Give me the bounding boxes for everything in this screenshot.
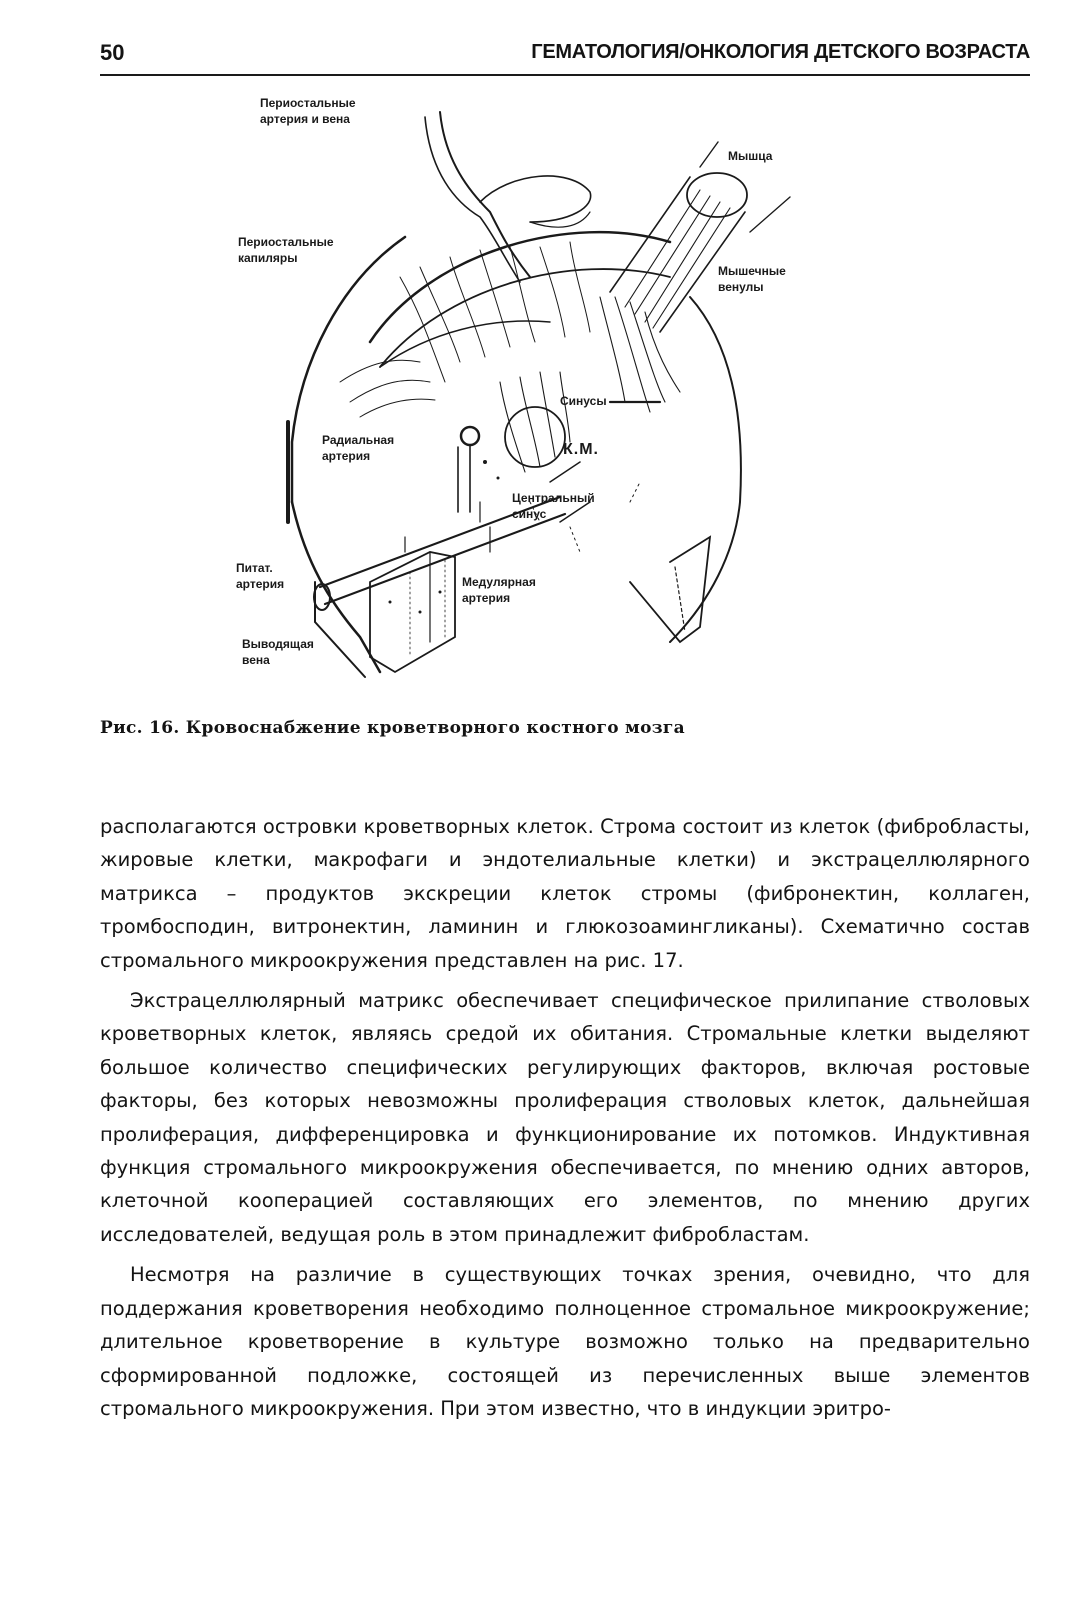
label-km: К.М. <box>563 441 599 458</box>
label-muscle-venules: Мышечные венулы <box>718 264 786 294</box>
label-medullary-artery: Медулярная артерия <box>462 575 536 605</box>
page-header <box>100 36 1030 76</box>
body-text <box>100 810 1030 1425</box>
label-periosteal-capillaries: Периостальные капиляры <box>238 235 334 265</box>
running-title: ГЕМАТОЛОГИЯ/ОНКОЛОГИЯ ДЕТСКОГО ВОЗРАСТА <box>531 41 1030 63</box>
bone-marrow-diagram <box>230 82 830 702</box>
label-sinuses: Синусы <box>560 394 607 408</box>
figure-bone-marrow-blood-supply <box>230 82 830 702</box>
figure-caption: Рис. 16. Кровоснабжение кроветворного костного мозга <box>100 718 685 738</box>
page-number: 50 <box>100 40 125 65</box>
paragraph-1: располагаются островки кроветворных клеток. Строма состоит из клеток (фибробласты, жировые клетки, макрофаги и эндотелиальные клетки) и экстрацеллюлярного матрикса – продуктов экскреции клеток стромы (фибронектин, коллаген, тромбосподин, витронектин, ламинин и глюкозоамингликаны). Схематично состав стромального микроокружения представлен на рис. 17. <box>100 815 1030 972</box>
label-nutrient-artery: Питат. артерия <box>236 561 285 591</box>
label-central-sinus: Центральный синус <box>512 491 595 521</box>
paragraph-3: Несмотря на различие в существующих точках зрения, очевидно, что для поддержания кроветворения необходимо полноценное стромальное микроокружение; длительное кроветворение в культуре возможно только на предварительно сформированной подложке, состоящей из перечисленных выше элементов стромального микроокружения. При этом известно, что в индукции эритро- <box>100 1263 1030 1420</box>
paragraph-2: Экстрацеллюлярный матрикс обеспечивает специфическое прилипание стволовых кроветворных клеток, являясь средой их обитания. Стромальные клетки выделяют большое количество специфических регулирующих факторов, включая ростовые факторы, без которых невозможны пролиферация стволовых клеток, дальнейшая пролиферация, дифференцировка и функционирование их потомков. Индуктивная функция стромального микроокружения обеспечивается, по мнению одних авторов, клеточной кооперацией составляющих его элементов, по мнению других исследователей, ведущая роль в этом принадлежит фибробластам. <box>100 989 1030 1246</box>
label-radial-artery: Радиальная артерия <box>322 433 395 463</box>
label-efferent-vein: Выводящая вена <box>242 637 314 667</box>
label-periosteal-artery-vein: Периостальные артерия и вена <box>260 96 356 126</box>
label-muscle: Мышца <box>728 149 773 163</box>
